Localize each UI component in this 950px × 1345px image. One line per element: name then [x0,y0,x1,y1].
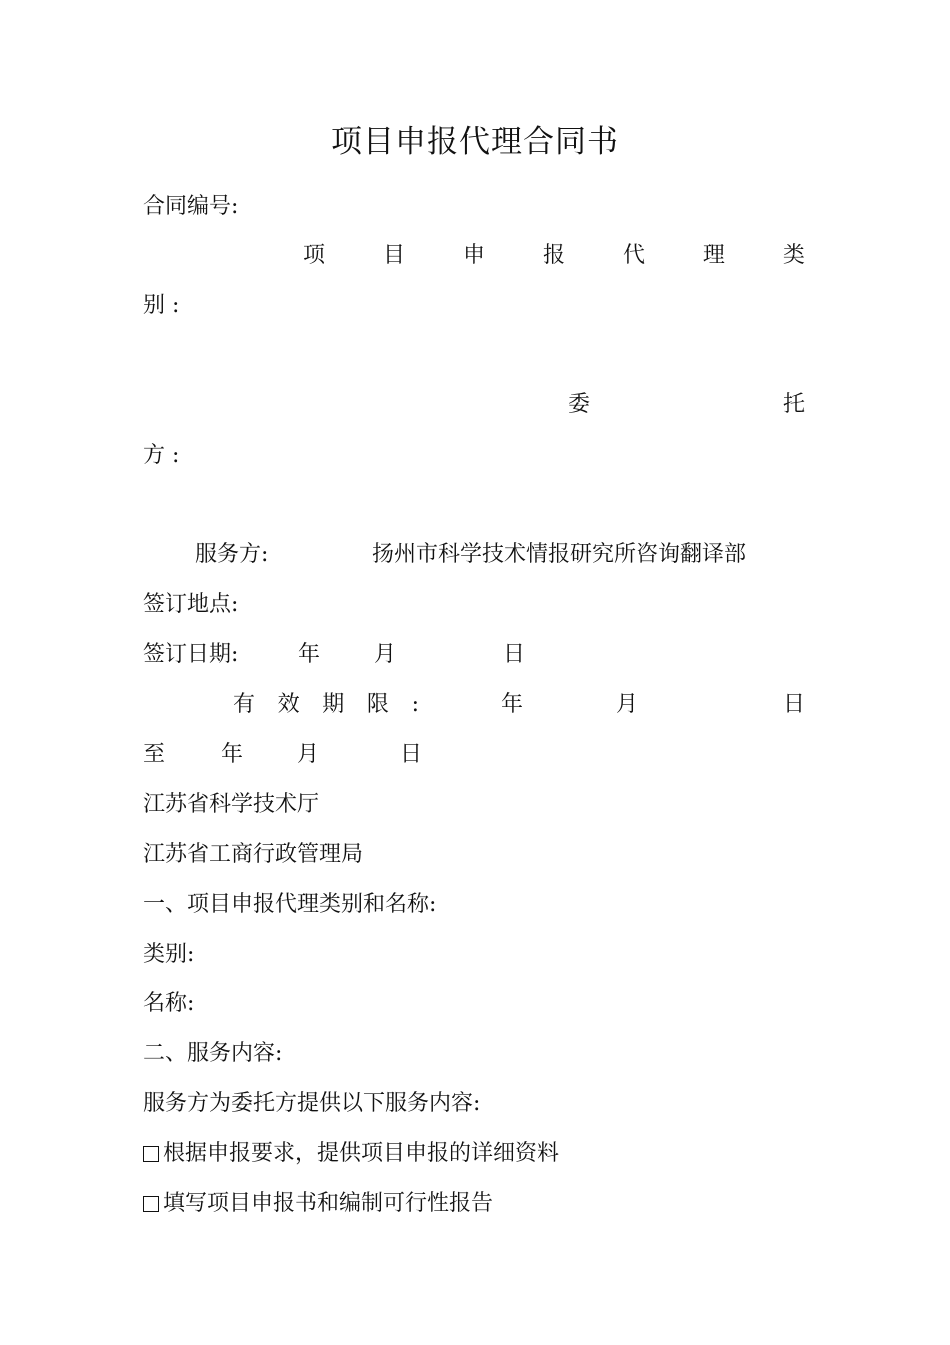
category-label-char: 报 [542,243,565,268]
validity-label-spread [233,690,419,720]
service-item-text: 根据申报要求，提供项目申报的详细资料 [163,1141,560,1166]
validity-label-char: 效 [277,692,300,717]
sign-location-label: 签订地点: [143,592,239,617]
category-label-tail: 别 : [143,293,180,318]
issuer-1: 江苏省科学技术厅 [143,792,320,817]
validity-month-2: 月 [297,742,320,767]
client-label-tail: 方 : [143,443,180,468]
validity-label-char: 限 [366,692,389,717]
category-label-spread [303,241,805,271]
service-item-text: 填写项目申报书和编制可行性报告 [163,1191,494,1216]
checkbox-icon[interactable] [143,1196,159,1212]
sign-date-month: 月 [374,642,397,667]
page-title: 项目申报代理合同书 [331,124,619,160]
service-party-label: 服务方: [195,542,269,567]
category-field: 类别: [143,942,195,967]
service-intro: 服务方为委托方提供以下服务内容: [143,1091,481,1116]
checkbox-icon[interactable] [143,1146,159,1162]
sign-date-day: 日 [503,642,526,667]
validity-day-2: 日 [400,742,423,767]
validity-day: 日 [783,692,806,717]
validity-to: 至 [143,742,166,767]
validity-label-char: 有 [233,692,256,717]
client-label-char: 委 [568,392,591,417]
service-item [143,1189,493,1219]
section-2-heading: 二、服务内容: [143,1041,283,1066]
name-field: 名称: [143,991,195,1016]
client-label-spread [568,390,805,420]
validity-year-2: 年 [221,742,244,767]
client-label-char: 托 [782,392,805,417]
validity-label-char: 期 [322,692,345,717]
category-label-char: 代 [622,243,645,268]
validity-label-char: : [411,692,419,717]
sign-date-year: 年 [298,642,321,667]
category-label-char: 项 [303,243,326,268]
section-1-heading: 一、项目申报代理类别和名称: [143,892,437,917]
issuer-2: 江苏省工商行政管理局 [143,842,364,867]
category-label-char: 理 [702,243,725,268]
service-item [143,1139,559,1169]
sign-date-label: 签订日期: [143,642,239,667]
service-party-value: 扬州市科学技术情报研究所咨询翻译部 [372,542,747,567]
category-label-char: 目 [382,243,405,268]
contract-number-label: 合同编号: [143,194,239,219]
validity-month: 月 [616,692,639,717]
category-label-char: 类 [782,243,805,268]
category-label-char: 申 [462,243,485,268]
validity-year: 年 [501,692,524,717]
